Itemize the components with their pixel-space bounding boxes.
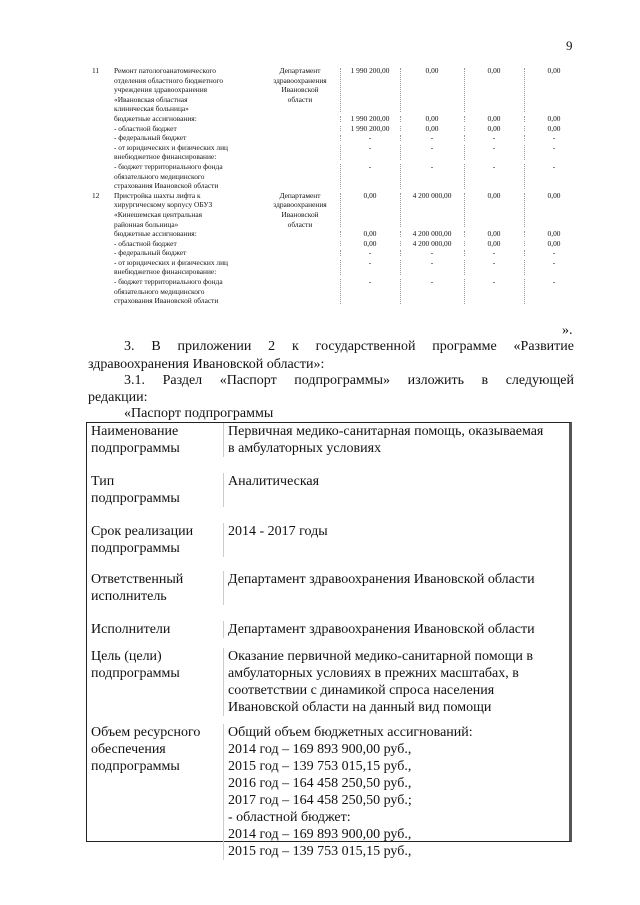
row-name	[114, 143, 260, 162]
row-executor	[260, 239, 340, 249]
row-value: -	[400, 277, 464, 306]
passport-label-line: Объем ресурсного	[91, 725, 201, 740]
table-row	[88, 258, 586, 277]
row-value: -	[400, 258, 464, 277]
passport-value	[223, 523, 569, 557]
passport-value-line: 2016 год – 164 458 250,50 руб.,	[228, 776, 412, 791]
passport-label-line: Тип	[91, 474, 115, 489]
row-number	[88, 124, 114, 134]
table-row	[88, 229, 586, 239]
row-value: -	[340, 133, 400, 143]
row-number	[88, 114, 114, 124]
paragraph-2-line-1: 3.1. Раздел «Паспорт подпрограммы» изложить в следующей	[124, 373, 574, 388]
row-value: 0,00	[340, 239, 400, 249]
row-name-line: страхования Ивановской области	[114, 181, 219, 191]
row-name-line: Пристройка шахты лифта к	[114, 190, 201, 200]
passport-row	[87, 621, 569, 638]
passport-label-line: Наименование	[91, 424, 179, 439]
row-value: -	[464, 162, 524, 191]
row-name-line: отделения областного бюджетного	[114, 75, 224, 85]
row-name-line: бюджетные ассигнования:	[114, 229, 197, 239]
row-name	[114, 162, 260, 191]
passport-label	[87, 571, 223, 605]
paragraph-1-line-1: 3. В приложении 2 к государственной программе «Развитие	[124, 339, 574, 354]
row-value: 0,00	[524, 239, 584, 249]
row-value: 4 200 000,00	[400, 191, 464, 229]
row-executor-line: здравоохранения	[273, 200, 327, 210]
row-executor-line: Ивановской	[281, 85, 319, 95]
row-name-line: - от юридических и физических лиц	[114, 142, 228, 152]
row-value: 4 200 000,00	[400, 229, 464, 239]
row-name	[114, 258, 260, 277]
row-name-line: - областной бюджет	[114, 238, 177, 248]
table-row	[88, 162, 586, 191]
row-name-line: «Ивановская областная	[114, 94, 188, 104]
passport-value-line: Оказание первичной медико-санитарной помощи в	[228, 649, 533, 664]
row-value: 0,00	[400, 114, 464, 124]
row-number	[88, 162, 114, 191]
row-executor-line: области	[287, 219, 313, 229]
row-value: -	[524, 248, 584, 258]
row-value: -	[524, 162, 584, 191]
passport-label-line: подпрограммы	[91, 759, 180, 774]
row-value: 0,00	[340, 229, 400, 239]
passport-label	[87, 621, 223, 638]
row-value: -	[524, 277, 584, 306]
row-name-line: - областной бюджет	[114, 123, 177, 133]
row-name-line: учреждения здравоохранения	[114, 85, 208, 95]
passport-value-line: 2015 год – 139 753 015,15 руб.,	[228, 844, 412, 859]
row-value: -	[400, 162, 464, 191]
table-row	[88, 124, 586, 134]
row-value: -	[400, 248, 464, 258]
row-value: -	[464, 277, 524, 306]
page-number: 9	[566, 38, 573, 53]
row-name-line: Ремонт патологоанатомического	[114, 66, 216, 75]
row-name	[114, 114, 260, 124]
passport-row	[87, 523, 569, 557]
row-name-line: - федеральный бюджет	[114, 248, 187, 258]
row-name	[114, 66, 260, 114]
row-value: -	[464, 258, 524, 277]
row-executor-line: Департамент	[279, 66, 321, 75]
passport-label-line: Срок реализации	[91, 524, 194, 539]
passport-label	[87, 473, 223, 507]
passport-label-line: Исполнители	[91, 622, 171, 637]
passport-value-line: Общий объем бюджетных ассигнований:	[228, 725, 473, 740]
table-row	[88, 239, 586, 249]
row-name	[114, 229, 260, 239]
row-number	[88, 277, 114, 306]
passport-value-line: Департамент здравоохранения Ивановской области	[228, 622, 535, 637]
row-value: 1 990 200,00	[340, 66, 400, 114]
row-value: 0,00	[524, 124, 584, 134]
row-value: -	[524, 143, 584, 162]
row-value: 0,00	[464, 229, 524, 239]
passport-row	[87, 648, 569, 716]
row-executor-line: Ивановской	[281, 209, 319, 219]
row-value: 1 990 200,00	[340, 124, 400, 134]
row-number	[88, 143, 114, 162]
row-executor	[260, 248, 340, 258]
passport-value	[223, 724, 569, 860]
table-row	[88, 114, 586, 124]
table-row	[88, 248, 586, 258]
passport-label-line: Цель (цели)	[91, 649, 162, 664]
passport-label-line: исполнитель	[91, 589, 167, 604]
paragraph-2-line-2: редакции:	[88, 390, 148, 405]
row-executor	[260, 162, 340, 191]
row-name-line: - от юридических и физических лиц	[114, 257, 228, 267]
row-number	[88, 248, 114, 258]
passport-label-line: подпрограммы	[91, 666, 180, 681]
row-name-line: - федеральный бюджет	[114, 133, 187, 143]
row-value: 0,00	[524, 66, 584, 114]
row-name-line: хирургическому корпусу ОБУЗ	[114, 200, 213, 210]
passport-title: «Паспорт подпрограммы	[124, 406, 274, 421]
row-name	[114, 277, 260, 306]
passport-table	[86, 422, 572, 859]
row-name-line: «Кинешемская центральная	[114, 209, 202, 219]
table-row	[88, 277, 586, 306]
row-executor	[260, 124, 340, 134]
budget-table	[88, 66, 586, 306]
passport-value-line: Первичная медико-санитарная помощь, оказываемая	[228, 424, 544, 439]
passport-label-line: подпрограммы	[91, 541, 180, 556]
passport-value-line: 2015 год – 139 753 015,15 руб.,	[228, 759, 412, 774]
passport-value-line: 2014 год – 169 893 900,00 руб.,	[228, 827, 412, 842]
row-number	[88, 133, 114, 143]
row-value: -	[400, 143, 464, 162]
passport-label	[87, 423, 223, 457]
table-row	[88, 133, 586, 143]
passport-label-line: подпрограммы	[91, 491, 180, 506]
row-executor	[260, 114, 340, 124]
table-row	[88, 191, 586, 229]
row-number	[88, 258, 114, 277]
row-value: 0,00	[524, 191, 584, 229]
row-value: 0,00	[400, 66, 464, 114]
passport-label	[87, 523, 223, 557]
passport-value-line: 2014 год – 169 893 900,00 руб.,	[228, 742, 412, 757]
row-executor	[260, 66, 340, 114]
row-name-line: районная больница»	[114, 219, 179, 229]
passport-value-line: соответствии с динамикой спроса населения	[228, 683, 495, 698]
closing-quote: ».	[562, 323, 573, 338]
row-number	[88, 239, 114, 249]
row-value: -	[464, 143, 524, 162]
row-value: -	[340, 143, 400, 162]
row-value: 0,00	[340, 191, 400, 229]
row-value: -	[464, 133, 524, 143]
passport-row	[87, 724, 569, 860]
row-value: -	[524, 133, 584, 143]
row-value: 0,00	[464, 124, 524, 134]
passport-row	[87, 473, 569, 507]
row-number: 11	[92, 66, 100, 75]
row-value: -	[340, 162, 400, 191]
row-executor	[260, 191, 340, 229]
passport-label-line: обеспечения	[91, 742, 166, 757]
passport-value-line: амбулаторных условиях в прежних масштабах, в	[228, 666, 519, 681]
row-value: -	[340, 277, 400, 306]
passport-label-line: Ответственный	[91, 572, 184, 587]
table-row	[88, 66, 586, 114]
row-value: 0,00	[464, 114, 524, 124]
passport-value-line: - областной бюджет:	[228, 810, 351, 825]
passport-value	[223, 571, 569, 605]
row-executor	[260, 133, 340, 143]
row-name-line: обязательного медицинского	[114, 286, 205, 296]
table-row	[88, 143, 586, 162]
row-value: 0,00	[464, 191, 524, 229]
passport-value	[223, 473, 569, 507]
passport-row	[87, 423, 569, 457]
row-number	[88, 229, 114, 239]
row-name-line: внебюджетное финансирование:	[114, 267, 217, 277]
passport-value-line: Аналитическая	[228, 474, 320, 489]
row-name	[114, 133, 260, 143]
row-value: -	[400, 133, 464, 143]
row-name-line: обязательного медицинского	[114, 171, 205, 181]
row-value: -	[464, 248, 524, 258]
passport-value-line: в амбулаторных условиях	[228, 441, 382, 456]
row-name-line: бюджетные ассигнования:	[114, 113, 197, 123]
row-executor	[260, 143, 340, 162]
row-name-line: страхования Ивановской области	[114, 296, 219, 306]
row-value: 0,00	[400, 124, 464, 134]
row-value: 0,00	[524, 114, 584, 124]
passport-value-line: 2017 год – 164 458 250,50 руб.;	[228, 793, 412, 808]
row-value: -	[340, 248, 400, 258]
passport-value-line: 2014 - 2017 годы	[228, 524, 328, 539]
row-value: 1 990 200,00	[340, 114, 400, 124]
row-name	[114, 191, 260, 229]
row-name-line: клиническая больница»	[114, 104, 189, 114]
row-executor	[260, 258, 340, 277]
passport-label	[87, 724, 223, 860]
row-value: -	[340, 258, 400, 277]
row-number: 12	[92, 190, 100, 200]
row-value: 0,00	[464, 66, 524, 114]
passport-label-line: подпрограммы	[91, 441, 180, 456]
passport-value-line: Ивановской области на данный вид помощи	[228, 700, 492, 715]
row-name-line: - бюджет территориального фонда	[114, 277, 223, 287]
row-name-line: - бюджет территориального фонда	[114, 161, 223, 171]
row-executor-line: области	[287, 94, 313, 104]
row-value: -	[524, 258, 584, 277]
paragraph-1-line-2: здравоохранения Ивановской области»:	[88, 357, 325, 372]
row-name	[114, 248, 260, 258]
row-name	[114, 239, 260, 249]
passport-value	[223, 423, 569, 457]
row-name-line: внебюджетное финансирование:	[114, 152, 217, 162]
passport-value	[223, 621, 569, 638]
passport-value	[223, 648, 569, 716]
passport-value-line: Департамент здравоохранения Ивановской области	[228, 572, 535, 587]
passport-label	[87, 648, 223, 716]
row-name	[114, 124, 260, 134]
row-executor	[260, 277, 340, 306]
passport-row	[87, 571, 569, 605]
row-value: 0,00	[524, 229, 584, 239]
row-value: 0,00	[464, 239, 524, 249]
row-executor	[260, 229, 340, 239]
row-value: 4 200 000,00	[400, 239, 464, 249]
row-executor-line: Департамент	[279, 190, 321, 200]
row-executor-line: здравоохранения	[273, 75, 327, 85]
